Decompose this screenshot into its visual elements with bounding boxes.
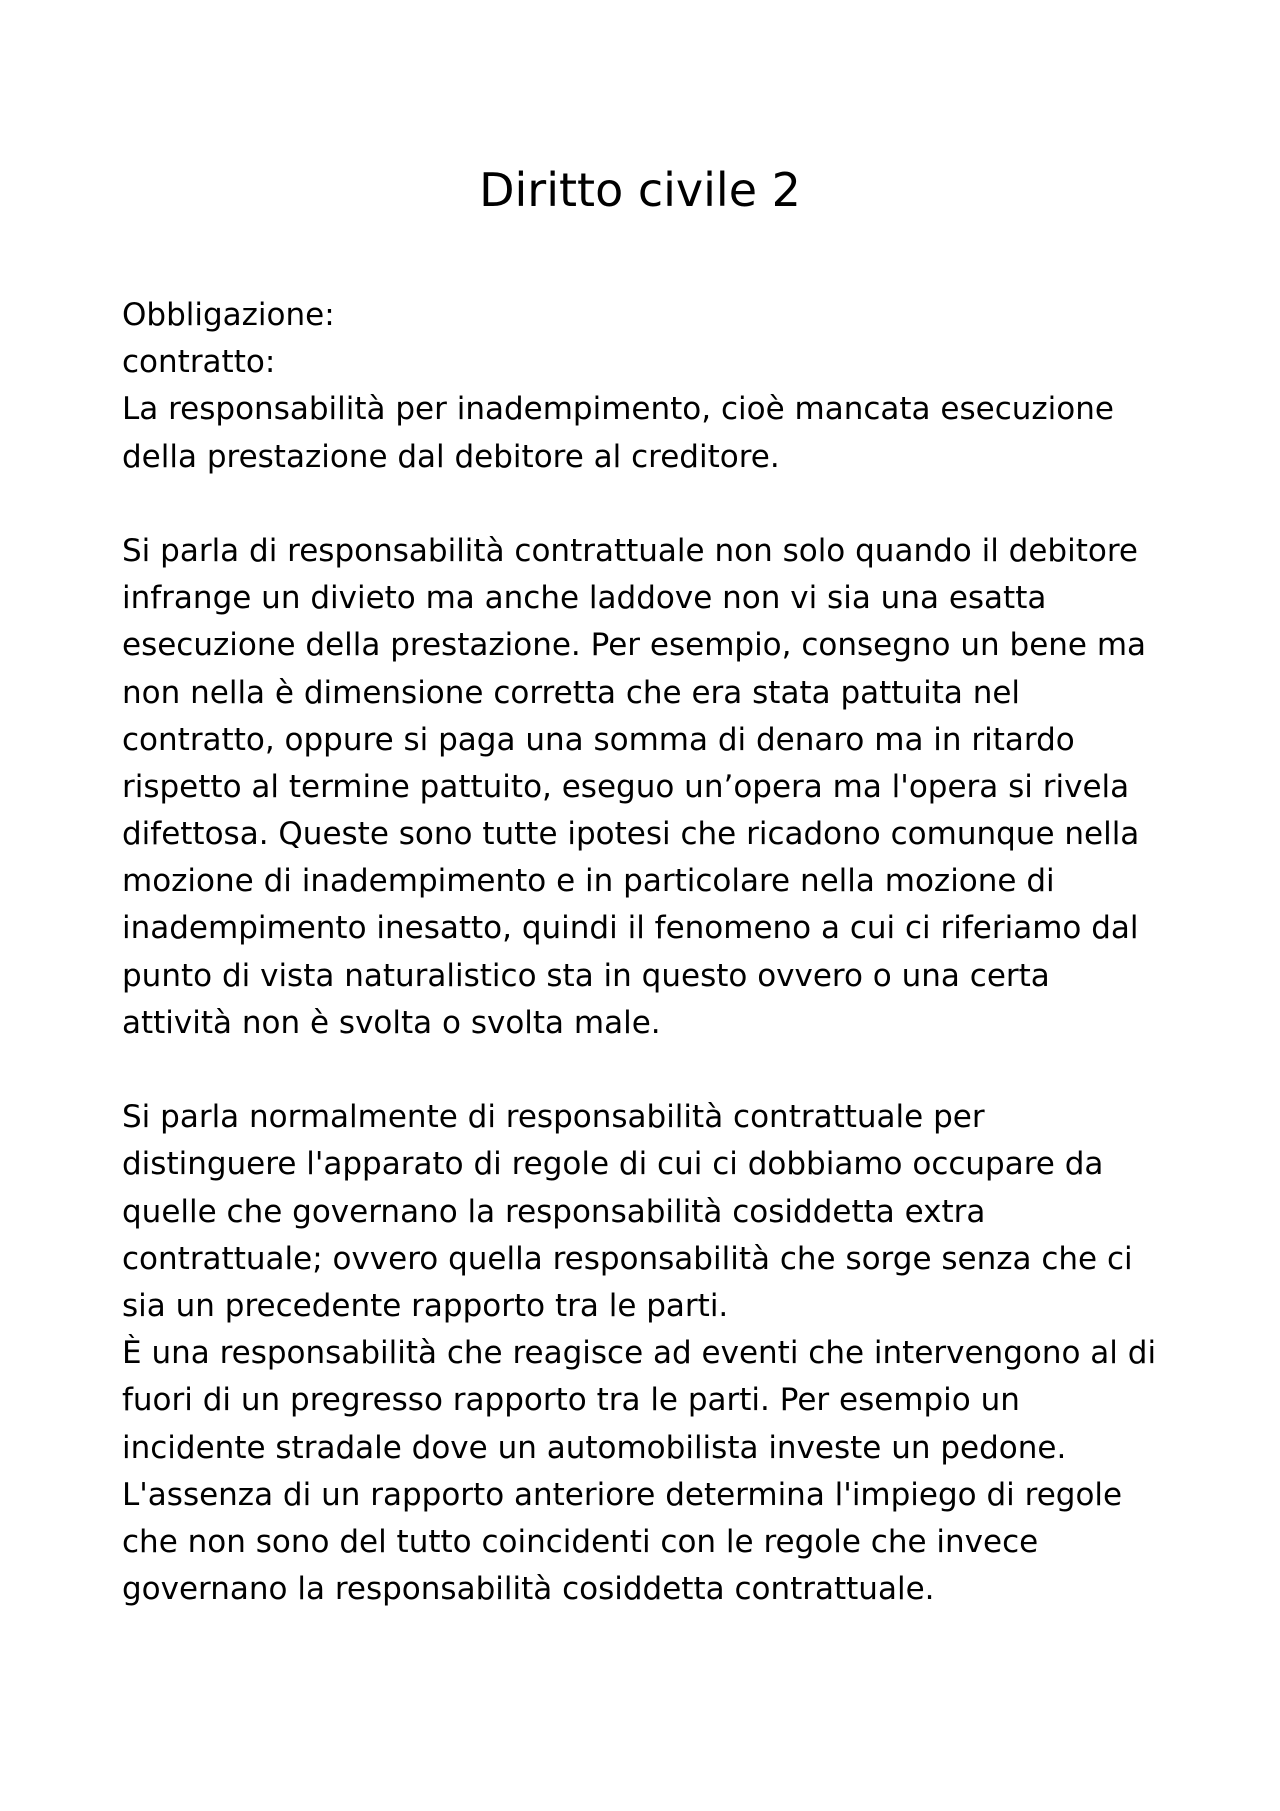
- text-line: quelle che governano la responsabilità cosiddetta extra: [122, 1193, 986, 1230]
- text-line: Si parla normalmente di responsabilità contrattuale per: [122, 1099, 985, 1136]
- text-line: mozione di inadempimento e in particolare nella mozione di: [122, 863, 1055, 900]
- text-line: Si parla di responsabilità contrattuale non solo quando il debitore: [122, 532, 1138, 569]
- text-line: rispetto al termine pattuito, eseguo un’opera ma l'opera si rivela: [122, 768, 1130, 805]
- text-line: che non sono del tutto coincidenti con le regole che invece: [122, 1523, 1039, 1560]
- paragraph-gap: [122, 481, 1182, 528]
- text-line: attività non è svolta o svolta male.: [122, 1004, 661, 1041]
- text-line: fuori di un pregresso rapporto tra le parti. Per esempio un: [122, 1382, 1020, 1419]
- paragraph: [122, 528, 1182, 1047]
- text-line: contratto:: [122, 344, 276, 381]
- paragraph: [122, 339, 1182, 386]
- paragraph: [122, 386, 1182, 480]
- text-line: sia un precedente rapporto tra le parti.: [122, 1287, 729, 1324]
- text-line: governano la responsabilità cosiddetta contrattuale.: [122, 1571, 935, 1608]
- text-line: distinguere l'apparato di regole di cui ci dobbiamo occupare da: [122, 1146, 1104, 1183]
- text-line: L'assenza di un rapporto anteriore determina l'impiego di regole: [122, 1476, 1123, 1513]
- page-title: Diritto civile 2: [479, 163, 801, 217]
- text-line: È una responsabilità che reagisce ad eventi che intervengono al di: [122, 1335, 1157, 1372]
- text-line: esecuzione della prestazione. Per esempio, consegno un bene ma: [122, 627, 1147, 664]
- text-line: La responsabilità per inadempimento, cioè mancata esecuzione: [122, 391, 1114, 428]
- text-line: Obbligazione:: [122, 297, 335, 333]
- text-line: infrange un divieto ma anche laddove non vi sia una esatta: [122, 580, 1047, 617]
- paragraph: [122, 1330, 1182, 1613]
- text-line: inadempimento inesatto, quindi il fenomeno a cui ci riferiamo dal: [122, 910, 1139, 947]
- paragraph: [122, 292, 1182, 339]
- text-line: punto di vista naturalistico sta in questo ovvero o una certa: [122, 957, 1050, 994]
- text-line: della prestazione dal debitore al creditore.: [122, 438, 780, 475]
- text-line: difettosa. Queste sono tutte ipotesi che ricadono comunque nella: [122, 816, 1140, 853]
- text-line: contratto, oppure si paga una somma di denaro ma in ritardo: [122, 721, 1075, 758]
- paragraph: [122, 1094, 1182, 1330]
- paragraph-gap: [122, 1047, 1182, 1094]
- text-line: non nella è dimensione corretta che era stata pattuita nel: [122, 674, 1021, 711]
- text-line: contrattuale; ovvero quella responsabilità che sorge senza che ci: [122, 1240, 1133, 1277]
- document-body: [122, 292, 1182, 1613]
- text-line: incidente stradale dove un automobilista investe un pedone.: [122, 1429, 1067, 1466]
